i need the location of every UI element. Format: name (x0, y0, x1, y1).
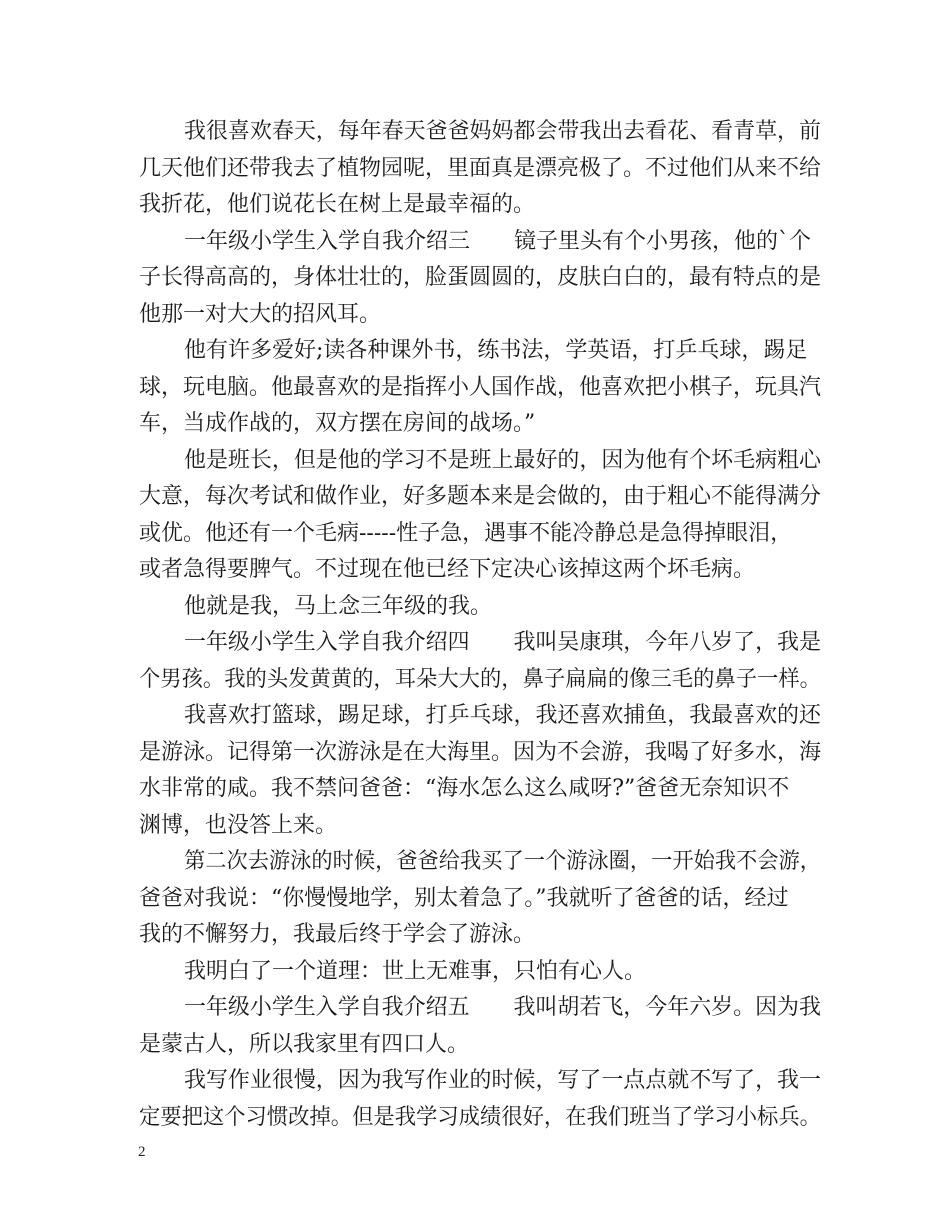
text-line: 我很喜欢春天，每年春天爸爸妈妈都会带我出去看花、看青草，前 (184, 119, 821, 144)
text-line: 大意，每次考试和做作业，好多题本来是会做的，由于粗心不能得满分 (139, 484, 821, 509)
text-line: 球，玩电脑。他最喜欢的是指挥小人国作战，他喜欢把小棋子，玩具汽 (139, 374, 821, 400)
text-line: 爸爸对我说：“你慢慢地学，别太着急了。”我就听了爸爸的话，经过 (139, 885, 789, 911)
text-line: 我写作业很慢，因为我写作业的时候，写了一点点就不写了，我一 (184, 1068, 821, 1093)
text-line: 我的不懈努力，我最后终于学会了游泳。 (139, 922, 536, 947)
text-line: 个男孩。我的头发黄黄的，耳朵大大的，鼻子扁扁的像三毛的鼻子一样。 (139, 666, 821, 692)
text-line: 我明白了一个道理：世上无难事，只怕有心人。 (184, 958, 647, 984)
text-line: 他那一对大大的招风耳。 (139, 301, 382, 327)
text-line: 一年级小学生入学自我介绍五 我叫胡若飞，今年六岁。因为我 (184, 995, 821, 1020)
text-line: 他有许多爱好;读各种课外书，练书法，学英语，打乒乓球，踢足 (184, 338, 808, 363)
text-line: 第二次去游泳的时候，爸爸给我买了一个游泳圈，一开始我不会游， (184, 849, 821, 874)
text-line: 车，当成作战的，双方摆在房间的战场。” (139, 411, 536, 436)
text-line: 定要把这个习惯改掉。但是我学习成绩很好，在我们班当了学习小标兵。 (139, 1104, 821, 1130)
text-line: 一年级小学生入学自我介绍四 我叫吴康琪，今年八岁了，我是 (184, 630, 821, 655)
text-line: 他是班长，但是他的学习不是班上最好的，因为他有个坏毛病粗心 (184, 447, 821, 473)
text-line: 我喜欢打篮球，踢足球，打乒乓球，我还喜欢捕鱼，我最喜欢的还 (184, 703, 821, 728)
text-line: 我折花，他们说花长在树上是最幸福的。 (139, 192, 536, 217)
text-line: 子长得高高的，身体壮壮的，脸蛋圆圆的，皮肤白白的，最有特点的是 (139, 265, 821, 290)
text-line: 几天他们还带我去了植物园呢，里面真是漂亮极了。不过他们从来不给 (139, 155, 821, 181)
page-number: 2 (138, 1144, 146, 1160)
text-line: 是游泳。记得第一次游泳是在大海里。因为不会游，我喝了好多水，海 (139, 739, 821, 765)
text-line: 或者急得要脾气。不过现在他已经下定决心该掉这两个坏毛病。 (139, 557, 756, 582)
text-line: 水非常的咸。我不禁问爸爸：“海水怎么这么咸呀?”爸爸无奈知识不 (139, 776, 790, 801)
text-line: 一年级小学生入学自我介绍三 镜子里头有个小男孩，他的`个 (184, 228, 812, 254)
text-line: 他就是我，马上念三年级的我。 (184, 593, 493, 619)
text-line: 是蒙古人，所以我家里有四口人。 (139, 1031, 470, 1057)
text-line: 渊博，也没答上来。 (139, 812, 338, 838)
text-line: 或优。他还有一个毛病-----性子急，遇事不能冷静总是急得掉眼泪， (139, 520, 793, 546)
document-body (139, 114, 821, 1136)
